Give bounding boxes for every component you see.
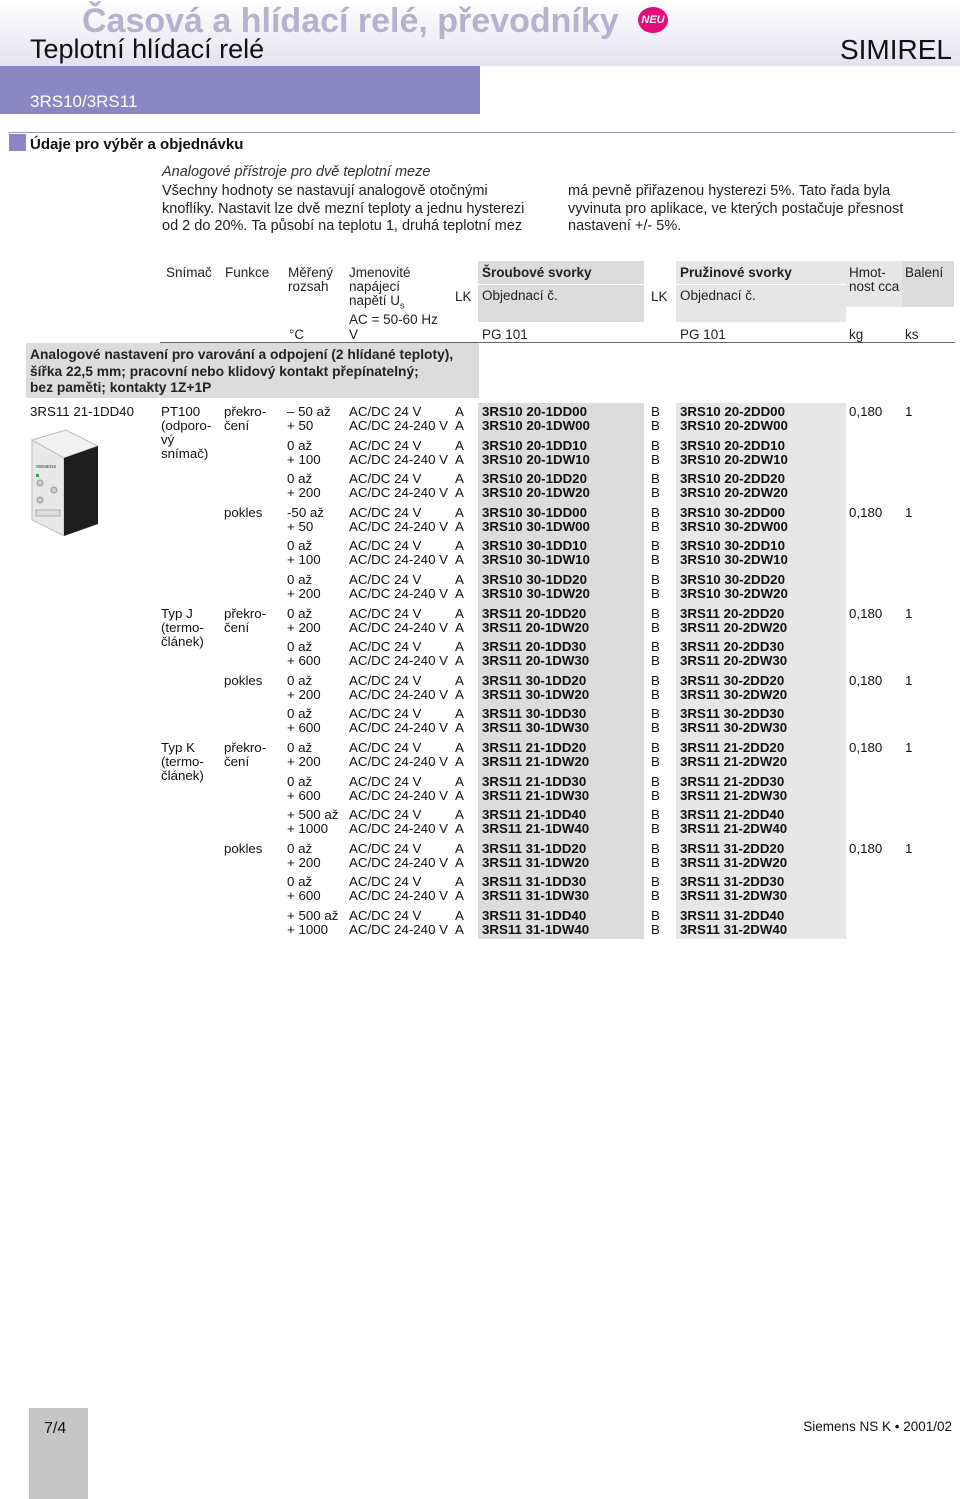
lk-spring: B xyxy=(651,807,660,823)
order-no-spring: 3RS11 31-2DW30 xyxy=(680,888,788,904)
voltage-24-240v: AC/DC 24-240 V xyxy=(349,787,449,803)
order-no-spring: 3RS10 30-2DD10 xyxy=(680,538,785,554)
new-badge: NEU xyxy=(638,7,668,33)
unit-pg-screw: PG 101 xyxy=(482,327,528,342)
order-no-screw: 3RS11 20-1DD20 xyxy=(482,605,587,621)
order-no-screw: 3RS11 30-1DW30 xyxy=(482,720,590,736)
order-no-spring: 3RS10 30-2DD20 xyxy=(680,572,785,587)
voltage-24-240v: AC/DC 24-240 V xyxy=(349,653,449,669)
lk-spring: B xyxy=(651,922,660,937)
col-header-screw: Šroubové svorky xyxy=(482,265,592,280)
function-type: čení xyxy=(224,619,250,635)
order-no-screw: 3RS10 20-1DW20 xyxy=(482,485,590,501)
lk-screw: A xyxy=(455,874,464,890)
range-to: + 600 xyxy=(287,787,321,803)
order-no-screw: 3RS11 31-1DD40 xyxy=(482,908,587,923)
col-header-weight: Hmot- nost cca xyxy=(849,265,900,294)
sensor-type: PT100 xyxy=(161,404,201,419)
voltage-24v: AC/DC 24 V xyxy=(349,538,422,554)
order-no-screw: 3RS11 31-1DW20 xyxy=(482,854,590,870)
order-no-spring: 3RS11 21-2DD20 xyxy=(680,740,785,755)
model-label: 3RS10/3RS11 xyxy=(30,92,138,111)
lk-screw: A xyxy=(455,672,464,688)
device-knob xyxy=(37,497,43,503)
col-header-lk-screw: LK xyxy=(455,289,472,304)
device-knob xyxy=(51,487,57,493)
page-title-top: Časová a hlídací relé, převodníky xyxy=(82,2,619,40)
lk-screw: A xyxy=(455,619,464,635)
order-no-spring: 3RS11 20-2DD30 xyxy=(680,639,785,655)
order-no-screw: 3RS10 30-1DD10 xyxy=(482,538,587,554)
order-no-screw: 3RS11 30-1DD30 xyxy=(482,706,587,722)
range-from: – 50 až xyxy=(287,404,331,419)
pack-quantity: 1 xyxy=(905,840,913,856)
order-no-screw: 3RS11 31-1DD30 xyxy=(482,874,587,890)
order-no-screw: 3RS11 21-1DD20 xyxy=(482,740,587,755)
order-no-spring: 3RS11 20-2DW30 xyxy=(680,653,788,669)
voltage-24v: AC/DC 24 V xyxy=(349,908,422,923)
order-no-spring: 3RS11 20-2DD20 xyxy=(680,605,785,621)
sensor-type: článek) xyxy=(161,768,204,783)
order-no-screw: 3RS10 30-1DW10 xyxy=(482,552,590,568)
weight-value: 0,180 xyxy=(849,740,883,755)
order-no-screw: 3RS11 20-1DD30 xyxy=(482,639,587,655)
order-no-screw: 3RS10 30-1DW00 xyxy=(482,518,590,534)
weight-value: 0,180 xyxy=(849,840,883,856)
weight-value: 0,180 xyxy=(849,404,883,419)
lk-spring: B xyxy=(651,821,660,837)
order-no-spring: 3RS11 30-2DD20 xyxy=(680,672,785,688)
col-header-rozsah: Měřený rozsah xyxy=(288,265,334,294)
range-from: 0 až xyxy=(287,437,313,453)
order-no-spring: 3RS10 20-2DD20 xyxy=(680,471,785,487)
section-marker xyxy=(9,134,26,151)
lk-screw: A xyxy=(455,418,464,433)
lk-spring: B xyxy=(651,787,660,803)
brand-name: SIMIREL xyxy=(839,34,952,65)
order-no-spring: 3RS10 20-2DW00 xyxy=(680,418,788,433)
lk-screw: A xyxy=(455,437,464,453)
order-no-screw: 3RS10 20-1DD20 xyxy=(482,471,587,487)
image-caption: 3RS11 21-1DD40 xyxy=(30,404,134,419)
range-to: + 200 xyxy=(287,485,321,501)
col-header-order-spring: Objednací č. xyxy=(680,288,756,303)
voltage-24-240v: AC/DC 24-240 V xyxy=(349,485,449,501)
range-to: + 1000 xyxy=(287,821,329,837)
voltage-24v: AC/DC 24 V xyxy=(349,504,422,520)
order-no-screw: 3RS11 21-1DD40 xyxy=(482,807,587,823)
voltage-24v: AC/DC 24 V xyxy=(349,605,422,621)
order-no-screw: 3RS11 21-1DW40 xyxy=(482,821,590,837)
range-to: + 100 xyxy=(287,552,321,568)
voltage-24v: AC/DC 24 V xyxy=(349,740,422,755)
range-to: + 200 xyxy=(287,586,321,601)
unit-kg: kg xyxy=(849,327,864,342)
lk-screw: A xyxy=(455,840,464,856)
function-type: překro- xyxy=(224,605,267,621)
voltage-24-240v: AC/DC 24-240 V xyxy=(349,451,449,467)
col-header-funkce: Funkce xyxy=(225,265,270,280)
range-from: 0 až xyxy=(287,773,313,789)
sensor-type: (odporo- xyxy=(161,418,212,433)
device-knob xyxy=(37,480,43,486)
lk-screw: A xyxy=(455,740,464,755)
lk-spring: B xyxy=(651,720,660,736)
lk-screw: A xyxy=(455,922,464,937)
col-header-lk-spring: LK xyxy=(651,289,668,304)
lk-screw: A xyxy=(455,720,464,736)
order-no-screw: 3RS11 20-1DW20 xyxy=(482,619,590,635)
lk-spring: B xyxy=(651,639,660,655)
order-no-spring: 3RS10 20-2DD10 xyxy=(680,437,785,453)
lk-screw: A xyxy=(455,773,464,789)
order-no-screw: 3RS11 30-1DD20 xyxy=(482,672,587,688)
range-from: + 500 až xyxy=(287,807,339,823)
voltage-24v: AC/DC 24 V xyxy=(349,437,422,453)
lk-spring: B xyxy=(651,686,660,702)
order-no-screw: 3RS11 20-1DW30 xyxy=(482,653,590,669)
lk-screw: A xyxy=(455,572,464,587)
lk-spring: B xyxy=(651,740,660,755)
order-no-spring: 3RS11 30-2DD30 xyxy=(680,706,785,722)
voltage-24-240v: AC/DC 24-240 V xyxy=(349,619,449,635)
intro-text-left: Všechny hodnoty se nastavují analogově otočnými knoflíky. Nastavit lze dvě mezní teploty a jednu hysterezi od 2 do 20%. Ta působí na teplotu 1, druhá teplotní mez xyxy=(162,183,525,234)
voltage-24v: AC/DC 24 V xyxy=(349,572,422,587)
voltage-24v: AC/DC 24 V xyxy=(349,639,422,655)
lk-spring: B xyxy=(651,888,660,904)
order-no-screw: 3RS11 30-1DW20 xyxy=(482,686,590,702)
section-divider xyxy=(9,132,955,133)
order-no-screw: 3RS11 21-1DD30 xyxy=(482,773,587,789)
footer-publication: Siemens NS K • 2001/02 xyxy=(803,1419,952,1434)
weight-value: 0,180 xyxy=(849,672,883,688)
unit-celsius: °C xyxy=(289,327,305,342)
sensor-type: (termo- xyxy=(161,754,204,769)
lk-spring: B xyxy=(651,538,660,554)
page-number: 7/4 xyxy=(44,1420,67,1437)
weight-value: 0,180 xyxy=(849,504,883,520)
range-to: + 50 xyxy=(287,418,314,433)
lk-spring: B xyxy=(651,672,660,688)
order-no-spring: 3RS11 30-2DW30 xyxy=(680,720,788,736)
lk-screw: A xyxy=(455,504,464,520)
range-from: 0 až xyxy=(287,672,313,688)
order-no-spring: 3RS10 30-2DD00 xyxy=(680,504,785,520)
voltage-24-240v: AC/DC 24-240 V xyxy=(349,854,449,870)
col-header-pack: Balení xyxy=(905,265,944,280)
range-to: + 200 xyxy=(287,686,321,702)
function-type: pokles xyxy=(224,672,263,688)
sensor-type: (termo- xyxy=(161,619,204,635)
voltage-24-240v: AC/DC 24-240 V xyxy=(349,821,449,837)
col-header-snimac: Snímač xyxy=(166,265,212,280)
voltage-24-240v: AC/DC 24-240 V xyxy=(349,518,449,534)
lk-spring: B xyxy=(651,653,660,669)
order-no-spring: 3RS11 21-2DD30 xyxy=(680,773,785,789)
lk-spring: B xyxy=(651,773,660,789)
intro-heading: Analogové přístroje pro dvě teplotní meze xyxy=(162,164,431,180)
sensor-type: snímač) xyxy=(161,446,209,461)
lk-screw: A xyxy=(455,821,464,837)
order-no-screw: 3RS10 30-1DW20 xyxy=(482,586,590,601)
sensor-type: článek) xyxy=(161,633,204,649)
lk-screw: A xyxy=(455,888,464,904)
voltage-24v: AC/DC 24 V xyxy=(349,404,422,419)
voltage-24v: AC/DC 24 V xyxy=(349,874,422,890)
lk-screw: A xyxy=(455,485,464,501)
sensor-type: Typ K xyxy=(161,740,195,755)
lk-screw: A xyxy=(455,686,464,702)
lk-screw: A xyxy=(455,586,464,601)
range-to: + 1000 xyxy=(287,922,329,937)
voltage-24-240v: AC/DC 24-240 V xyxy=(349,888,449,904)
range-to: + 200 xyxy=(287,854,321,870)
function-type: překro- xyxy=(224,404,267,419)
lk-spring: B xyxy=(651,854,660,870)
lk-screw: A xyxy=(455,451,464,467)
order-no-spring: 3RS11 31-2DW40 xyxy=(680,922,788,937)
group-title: Analogové nastavení pro varování a odpojení (2 hlídané teploty), šířka 22,5 mm; pracovní nebo klidový kontakt přepínatelný; bez paměti; kontakty 1Z+1P xyxy=(30,347,454,395)
function-type: překro- xyxy=(224,740,267,755)
unit-pg-spring: PG 101 xyxy=(680,327,726,342)
lk-spring: B xyxy=(651,404,660,419)
order-no-spring: 3RS11 21-2DW40 xyxy=(680,821,788,837)
order-no-screw: 3RS11 31-1DD20 xyxy=(482,840,587,856)
lk-screw: A xyxy=(455,787,464,803)
section-title: Údaje pro výběr a objednávku xyxy=(30,136,244,153)
order-no-screw: 3RS10 20-1DW00 xyxy=(482,418,590,433)
order-no-spring: 3RS11 31-2DD30 xyxy=(680,874,785,890)
lk-screw: A xyxy=(455,706,464,722)
range-from: 0 až xyxy=(287,639,313,655)
lk-spring: B xyxy=(651,485,660,501)
intro-text-right: má pevně přiřazenou hysterezi 5%. Tato řada byla vyvinuta pro aplikace, ve kterých postačuje přesnost nastavení +/- 5%. xyxy=(568,183,904,234)
function-type: čení xyxy=(224,754,250,769)
order-no-spring: 3RS10 30-2DW10 xyxy=(680,552,788,568)
order-no-spring: 3RS11 31-2DD20 xyxy=(680,840,785,856)
order-no-screw: 3RS11 21-1DW20 xyxy=(482,754,590,769)
lk-screw: A xyxy=(455,605,464,621)
lk-spring: B xyxy=(651,418,660,433)
order-no-screw: 3RS10 20-1DD10 xyxy=(482,437,587,453)
page-subtitle: Teplotní hlídací relé xyxy=(30,34,265,64)
voltage-24-240v: AC/DC 24-240 V xyxy=(349,686,449,702)
lk-spring: B xyxy=(651,518,660,534)
lk-screw: A xyxy=(455,471,464,487)
col-header-napeti: Jmenovité napájecí napětí $U_s$ AC = 50-60 Hz xyxy=(349,265,438,327)
lk-spring: B xyxy=(651,471,660,487)
range-to: + 600 xyxy=(287,653,321,669)
range-to: + 600 xyxy=(287,720,321,736)
range-from: 0 až xyxy=(287,706,313,722)
weight-value: 0,180 xyxy=(849,605,883,621)
range-to: + 50 xyxy=(287,518,314,534)
voltage-24-240v: AC/DC 24-240 V xyxy=(349,552,449,568)
voltage-24v: AC/DC 24 V xyxy=(349,672,422,688)
range-to: + 100 xyxy=(287,451,321,467)
lk-screw: A xyxy=(455,639,464,655)
lk-screw: A xyxy=(455,538,464,554)
function-type: pokles xyxy=(224,840,263,856)
range-from: -50 až xyxy=(287,504,324,520)
lk-spring: B xyxy=(651,840,660,856)
voltage-24-240v: AC/DC 24-240 V xyxy=(349,586,449,601)
order-no-spring: 3RS11 30-2DW20 xyxy=(680,686,788,702)
order-no-spring: 3RS11 31-2DW20 xyxy=(680,854,788,870)
range-from: 0 až xyxy=(287,471,313,487)
pack-quantity: 1 xyxy=(905,504,913,520)
order-no-screw: 3RS10 30-1DD00 xyxy=(482,504,587,520)
function-type: čení xyxy=(224,418,250,433)
lk-spring: B xyxy=(651,451,660,467)
lk-screw: A xyxy=(455,552,464,568)
lk-spring: B xyxy=(651,706,660,722)
screw-header-divider xyxy=(478,284,644,285)
voltage-24-240v: AC/DC 24-240 V xyxy=(349,922,449,937)
sensor-type: vý xyxy=(161,432,175,447)
lk-spring: B xyxy=(651,572,660,587)
device-brand-label: SIEMENS xyxy=(36,464,57,469)
col-header-spring: Pružinové svorky xyxy=(680,265,792,280)
sensor-type: Typ J xyxy=(161,605,193,621)
voltage-24-240v: AC/DC 24-240 V xyxy=(349,418,449,433)
lk-spring: B xyxy=(651,874,660,890)
lk-spring: B xyxy=(651,619,660,635)
order-no-screw: 3RS10 30-1DD20 xyxy=(482,572,587,587)
voltage-24v: AC/DC 24 V xyxy=(349,471,422,487)
order-no-screw: 3RS11 31-1DW30 xyxy=(482,888,590,904)
voltage-24v: AC/DC 24 V xyxy=(349,706,422,722)
range-from: 0 až xyxy=(287,605,313,621)
lk-spring: B xyxy=(651,586,660,601)
spring-header-divider xyxy=(676,284,846,285)
pack-quantity: 1 xyxy=(905,404,913,419)
lk-screw: A xyxy=(455,854,464,870)
lk-spring: B xyxy=(651,437,660,453)
unit-volt: V xyxy=(349,327,359,342)
range-to: + 600 xyxy=(287,888,321,904)
voltage-24-240v: AC/DC 24-240 V xyxy=(349,720,449,736)
range-from: 0 až xyxy=(287,740,313,755)
voltage-24v: AC/DC 24 V xyxy=(349,840,422,856)
lk-screw: A xyxy=(455,653,464,669)
lk-spring: B xyxy=(651,504,660,520)
order-no-screw: 3RS11 31-1DW40 xyxy=(482,922,590,937)
order-no-spring: 3RS10 30-2DW00 xyxy=(680,518,788,534)
range-to: + 200 xyxy=(287,619,321,635)
range-from: 0 až xyxy=(287,572,313,587)
order-no-spring: 3RS11 21-2DW30 xyxy=(680,787,788,803)
order-no-spring: 3RS10 20-2DW10 xyxy=(680,451,788,467)
lk-screw: A xyxy=(455,754,464,769)
voltage-24v: AC/DC 24 V xyxy=(349,807,422,823)
order-no-spring: 3RS11 21-2DD40 xyxy=(680,807,785,823)
order-no-screw: 3RS11 21-1DW30 xyxy=(482,787,590,803)
lk-screw: A xyxy=(455,807,464,823)
range-from: 0 až xyxy=(287,874,313,890)
range-from: 0 až xyxy=(287,538,313,554)
relay-device-image xyxy=(28,428,102,538)
pack-quantity: 1 xyxy=(905,605,913,621)
order-no-spring: 3RS10 20-2DD00 xyxy=(680,404,785,419)
order-no-spring: 3RS11 20-2DW20 xyxy=(680,619,788,635)
voltage-24-240v: AC/DC 24-240 V xyxy=(349,754,449,769)
lk-spring: B xyxy=(651,908,660,923)
range-from: + 500 až xyxy=(287,908,339,923)
order-no-screw: 3RS10 20-1DD00 xyxy=(482,404,587,419)
lk-spring: B xyxy=(651,605,660,621)
lk-screw: A xyxy=(455,908,464,923)
lk-spring: B xyxy=(651,754,660,769)
col-header-order-screw: Objednací č. xyxy=(482,288,558,303)
unit-ks: ks xyxy=(905,327,919,342)
lk-spring: B xyxy=(651,552,660,568)
order-no-spring: 3RS10 20-2DW20 xyxy=(680,485,788,501)
function-type: pokles xyxy=(224,504,263,520)
pack-quantity: 1 xyxy=(905,672,913,688)
range-to: + 200 xyxy=(287,754,321,769)
lk-screw: A xyxy=(455,404,464,419)
pack-quantity: 1 xyxy=(905,740,913,755)
voltage-24v: AC/DC 24 V xyxy=(349,773,422,789)
order-no-spring: 3RS11 21-2DW20 xyxy=(680,754,788,769)
range-from: 0 až xyxy=(287,840,313,856)
order-no-spring: 3RS10 30-2DW20 xyxy=(680,586,788,601)
lk-screw: A xyxy=(455,518,464,534)
order-no-spring: 3RS11 31-2DD40 xyxy=(680,908,785,923)
order-no-screw: 3RS10 20-1DW10 xyxy=(482,451,590,467)
